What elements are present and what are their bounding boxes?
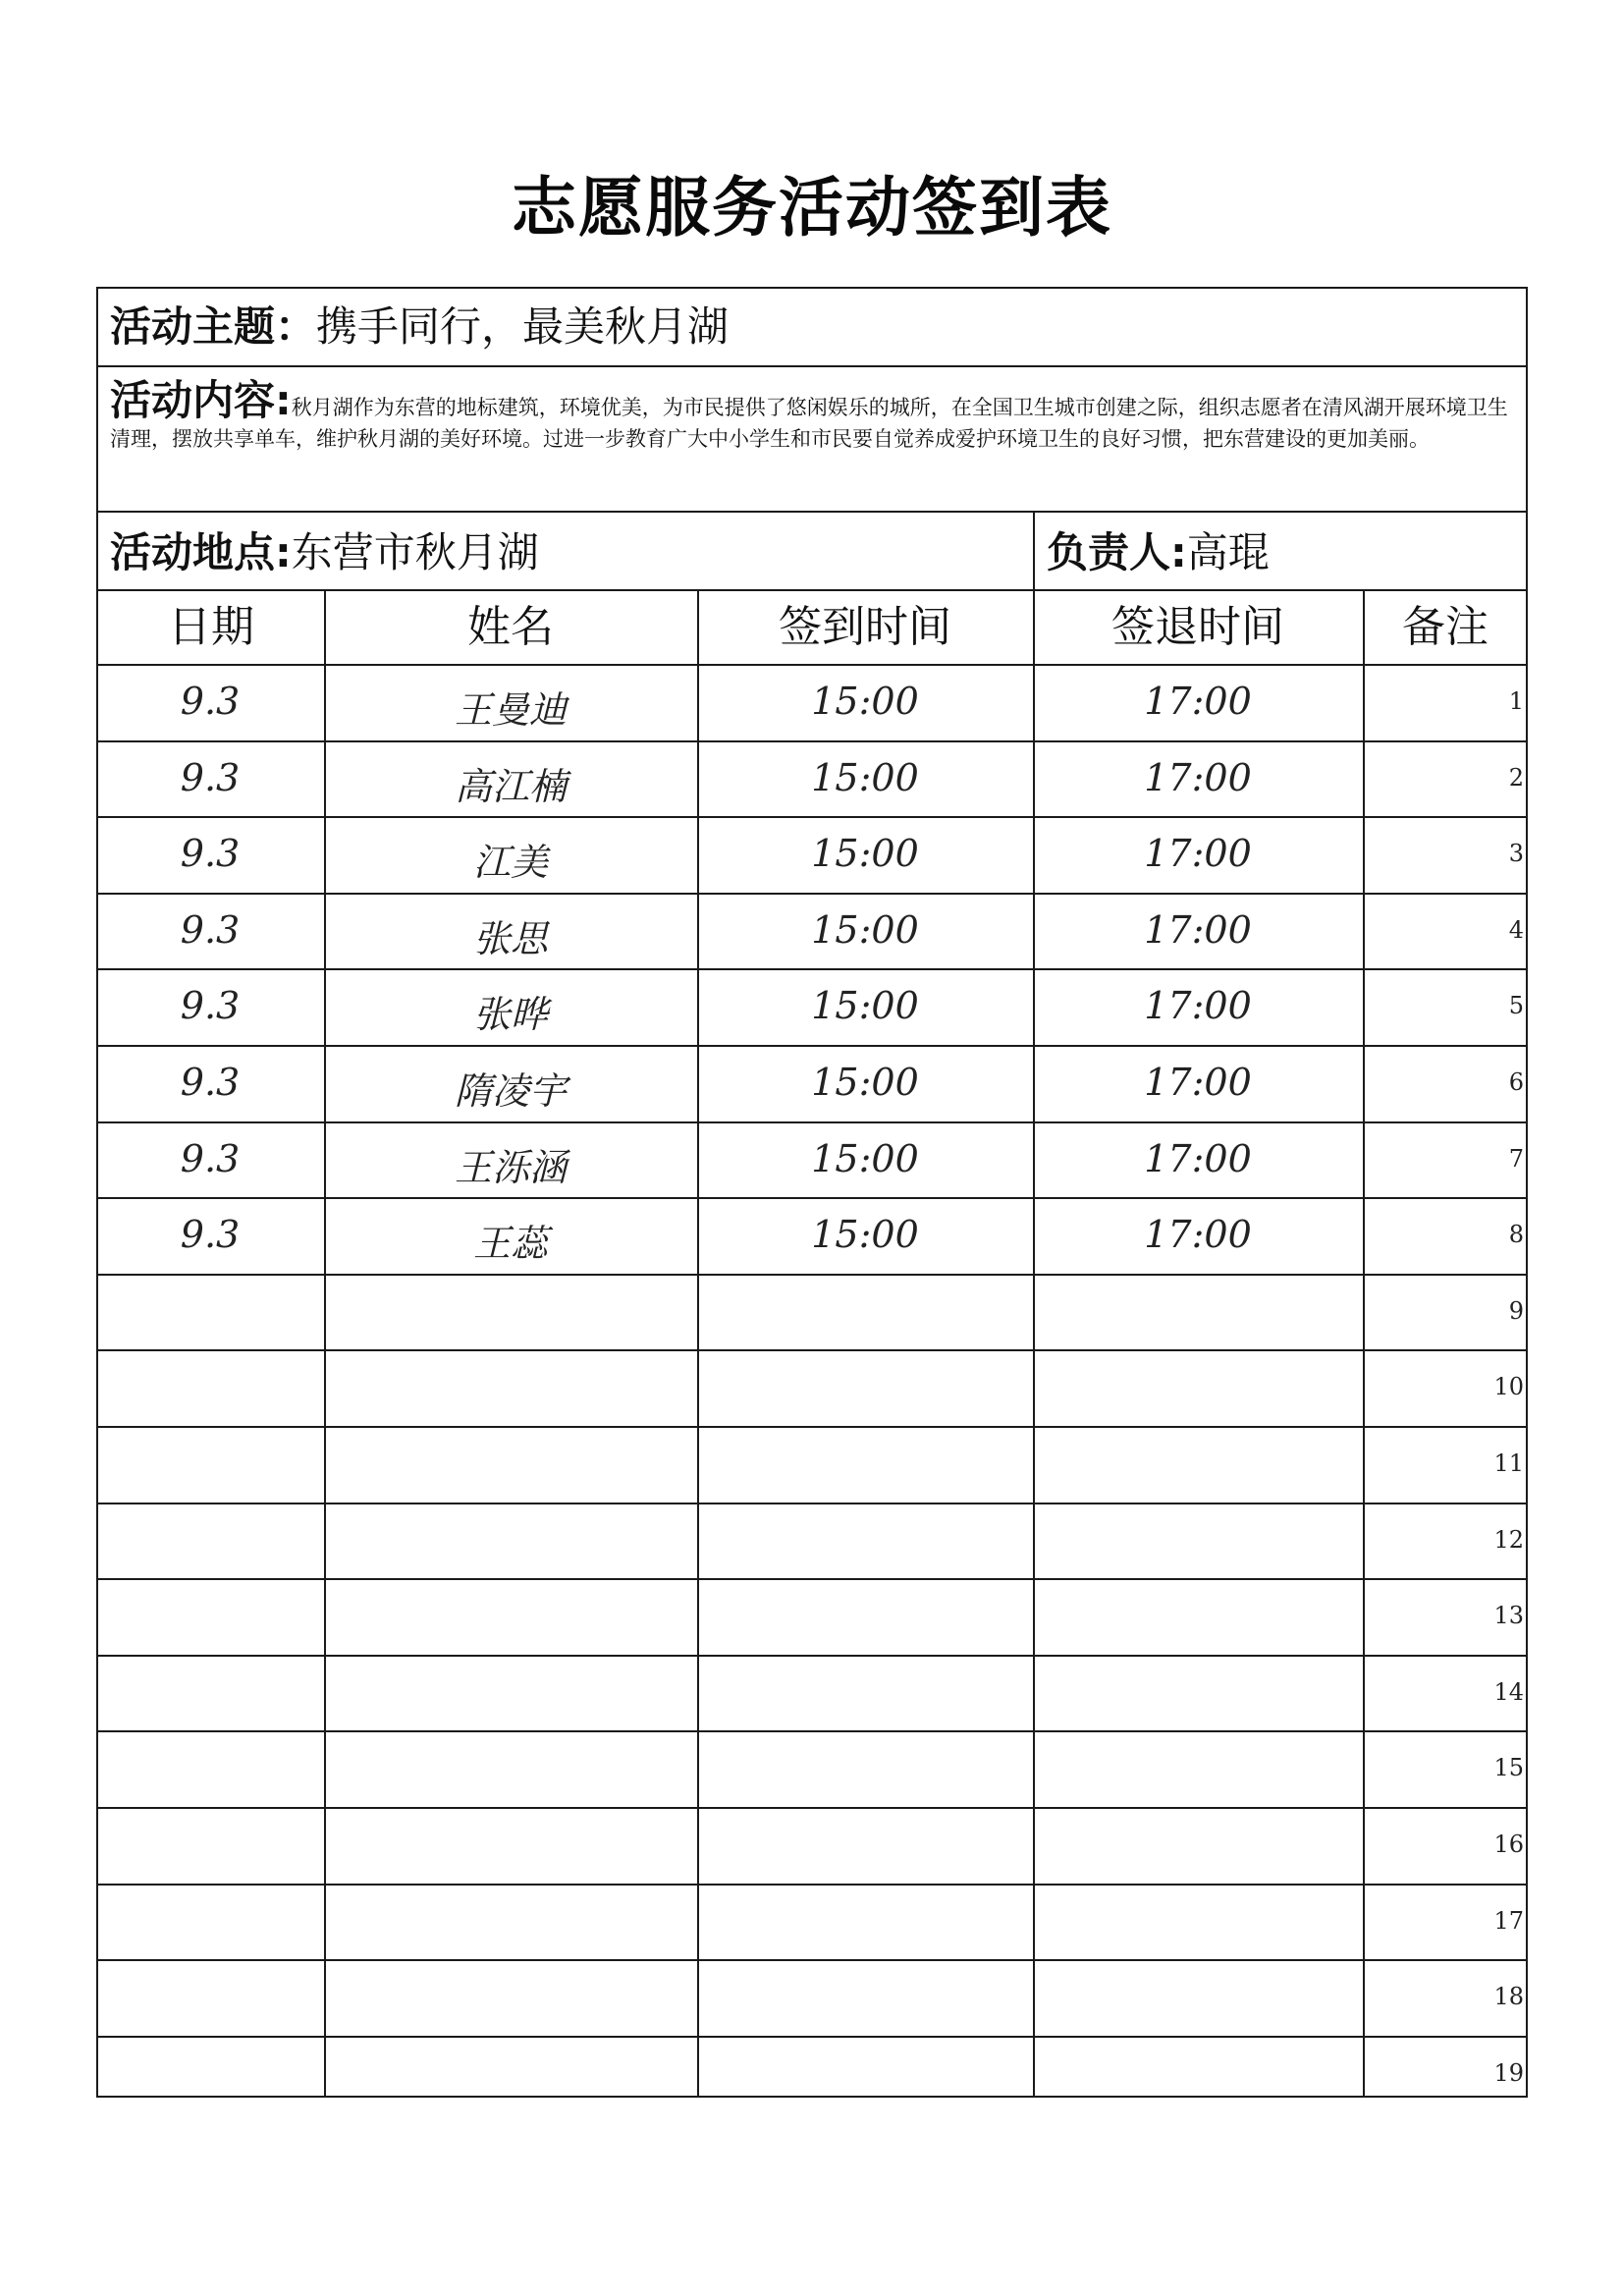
cell-date: 9.3 (180, 908, 241, 952)
row-divider (96, 1045, 1528, 1047)
col-header-name: 姓名 (467, 602, 554, 652)
row-number: 2 (1508, 764, 1524, 792)
theme-value: 携手同行，最美秋月湖 (316, 302, 730, 351)
cell-date: 9.3 (180, 984, 241, 1027)
row-number: 9 (1508, 1297, 1524, 1325)
cell-signout-time: 17:00 (1144, 832, 1252, 875)
cell-signout-time: 17:00 (1144, 756, 1252, 799)
row-number: 4 (1508, 916, 1524, 944)
cell-signin-time: 15:00 (811, 832, 919, 875)
cell-name: 王泺涵 (454, 1146, 567, 1189)
row-number: 14 (1493, 1678, 1524, 1706)
row-divider (96, 816, 1528, 818)
theme-row (110, 295, 729, 354)
divider-theme (96, 365, 1528, 367)
cell-signout-time: 17:00 (1144, 680, 1252, 723)
row-divider (96, 1426, 1528, 1428)
row-number: 17 (1493, 1907, 1524, 1935)
row-divider (96, 1730, 1528, 1732)
divider-location-leader (1033, 511, 1035, 591)
theme-label: 活动主题： (110, 302, 317, 351)
row-divider (96, 1349, 1528, 1351)
cell-name: 江美 (472, 841, 548, 884)
divider-content (96, 511, 1528, 513)
row-number: 13 (1493, 1602, 1524, 1629)
row-number: 3 (1508, 840, 1524, 867)
cell-date: 9.3 (180, 680, 241, 723)
leader-value: 高琨 (1186, 528, 1270, 576)
divider-location (96, 589, 1528, 591)
cell-signout-time: 17:00 (1144, 984, 1252, 1027)
cell-signout-time: 17:00 (1144, 1137, 1252, 1180)
row-divider (96, 1655, 1528, 1657)
cell-signin-time: 15:00 (811, 756, 919, 799)
row-divider (96, 1121, 1528, 1123)
row-number: 8 (1508, 1221, 1524, 1248)
location-cell (110, 520, 539, 579)
row-divider (96, 1578, 1528, 1580)
row-number: 1 (1508, 687, 1524, 715)
cell-signin-time: 15:00 (811, 984, 919, 1027)
cell-date: 9.3 (180, 1061, 241, 1104)
cell-name: 张思 (472, 917, 548, 960)
content-label: 活动内容: (110, 376, 292, 424)
row-divider (96, 1503, 1528, 1504)
cell-date: 9.3 (180, 1213, 241, 1256)
cell-signin-time: 15:00 (811, 1061, 919, 1104)
row-number: 18 (1493, 1983, 1524, 2010)
row-divider (96, 1274, 1528, 1276)
col-header-signin: 签到时间 (779, 602, 951, 652)
divider-header (96, 664, 1528, 666)
row-number: 5 (1508, 992, 1524, 1019)
cell-name: 王蕊 (472, 1222, 548, 1265)
row-number: 15 (1493, 1754, 1524, 1781)
row-number: 6 (1508, 1068, 1524, 1096)
location-value: 东营市秋月湖 (291, 528, 539, 576)
cell-signout-time: 17:00 (1144, 1061, 1252, 1104)
page-title: 志愿服务活动签到表 (512, 170, 1112, 246)
cell-signin-time: 15:00 (811, 680, 919, 723)
leader-cell (1047, 520, 1270, 579)
cell-signin-time: 15:00 (811, 1137, 919, 1180)
location-label: 活动地点: (110, 528, 292, 576)
cell-signout-time: 17:00 (1144, 908, 1252, 952)
row-number: 16 (1493, 1831, 1524, 1858)
cell-date: 9.3 (180, 1137, 241, 1180)
cell-signin-time: 15:00 (811, 1213, 919, 1256)
cell-date: 9.3 (180, 832, 241, 875)
row-number: 19 (1493, 2059, 1524, 2087)
row-divider (96, 1197, 1528, 1199)
row-divider (96, 893, 1528, 895)
row-divider (96, 1807, 1528, 1809)
row-divider (96, 968, 1528, 970)
col-header-remarks: 备注 (1402, 602, 1489, 652)
cell-name: 张晔 (472, 993, 548, 1036)
row-divider (96, 1959, 1528, 1961)
col-header-signout: 签退时间 (1111, 602, 1284, 652)
leader-label: 负责人: (1047, 528, 1187, 576)
content-row (110, 376, 1514, 455)
cell-signin-time: 15:00 (811, 908, 919, 952)
row-divider (96, 2036, 1528, 2038)
cell-name: 王曼迪 (454, 688, 567, 732)
cell-signout-time: 17:00 (1144, 1213, 1252, 1256)
row-divider (96, 740, 1528, 742)
cell-name: 隋凌宇 (454, 1069, 567, 1113)
content-text: 秋月湖作为东营的地标建筑，环境优美，为市民提供了悠闲娱乐的城所，在全国卫生城市创建之际，组织志愿者在清风湖开展环境卫生清理，摆放共享单车，维护秋月湖的美好环境。过进一步教育广大中小学生和市民要自觉养成爱护环境卫生的良好习惯，把东营建设的更加美丽。 (110, 396, 1508, 451)
row-number: 10 (1493, 1373, 1524, 1400)
row-number: 11 (1493, 1449, 1524, 1477)
cell-name: 高江楠 (454, 765, 567, 808)
cell-date: 9.3 (180, 756, 241, 799)
col-header-date: 日期 (168, 602, 254, 652)
row-number: 12 (1493, 1526, 1524, 1554)
row-divider (96, 1884, 1528, 1886)
row-number: 7 (1508, 1145, 1524, 1173)
